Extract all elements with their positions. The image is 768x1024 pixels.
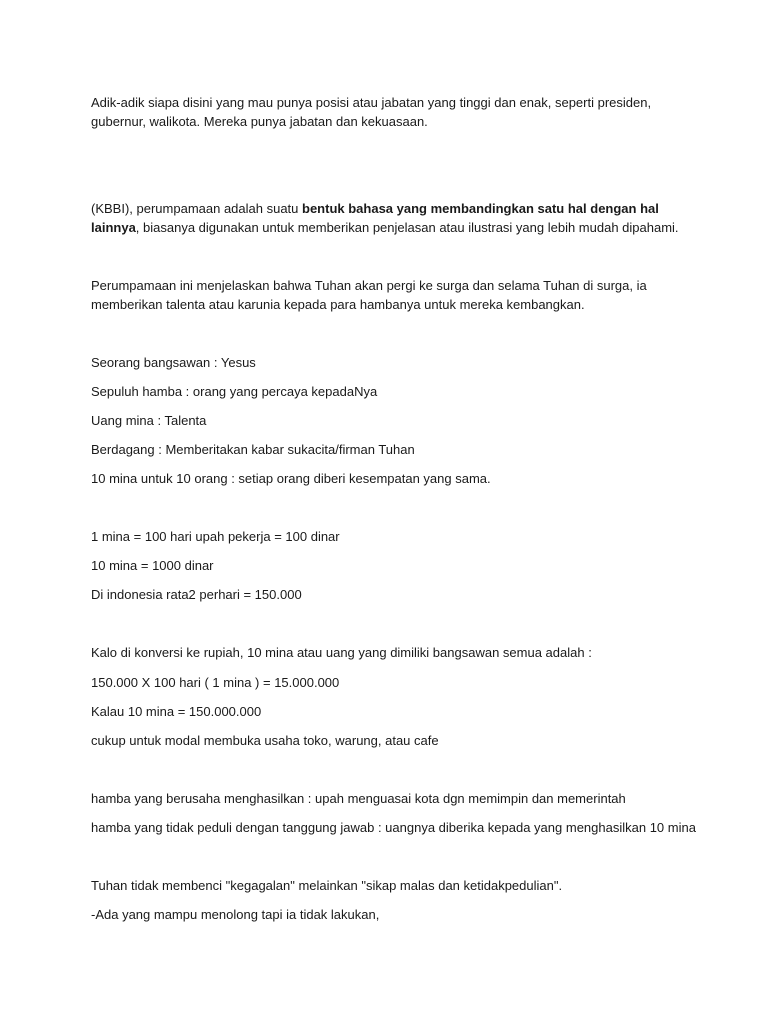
line-hitung-1-mina: 150.000 X 100 hari ( 1 mina ) = 15.000.000 <box>91 675 340 690</box>
line-modal-usaha: cukup untuk modal membuka usaha toko, warung, atau cafe <box>91 733 439 748</box>
paragraph-intro: Adik-adik siapa disini yang mau punya posisi atau jabatan yang tinggi dan enak, seperti presiden, gubernur, walikota. Mereka punya jabatan dan kekuasaan. <box>91 95 652 129</box>
line-mampu-menolong: -Ada yang mampu menolong tapi ia tidak lakukan, <box>91 907 380 922</box>
line-konversi-rupiah: Kalo di konversi ke rupiah, 10 mina atau uang yang dimiliki bangsawan semua adalah : <box>91 645 592 660</box>
line-rata2-perhari: Di indonesia rata2 perhari = 150.000 <box>91 587 302 602</box>
kbbi-bold-definition: bentuk bahasa yang membandingkan satu hal dengan hal lainnya <box>91 201 659 235</box>
line-1-mina: 1 mina = 100 hari upah pekerja = 100 dinar <box>91 529 340 544</box>
line-hamba-menghasilkan: hamba yang berusaha menghasilkan : upah menguasai kota dgn memimpin dan memerintah <box>91 791 626 806</box>
paragraph-kbbi-definition <box>91 199 691 237</box>
line-kalau-10-mina: Kalau 10 mina = 150.000.000 <box>91 704 262 719</box>
kbbi-text-end: , biasanya digunakan untuk memberikan penjelasan atau ilustrasi yang lebih mudah dipahami. <box>135 220 679 235</box>
line-uang-mina: Uang mina : Talenta <box>91 413 207 428</box>
line-10-mina-10-orang: 10 mina untuk 10 orang : setiap orang diberi kesempatan yang sama. <box>91 471 491 486</box>
paragraph-parable-explanation: Perumpamaan ini menjelaskan bahwa Tuhan akan pergi ke surga dan selama Tuhan di surga, ia memberikan talenta atau karunia kepada para hambanya untuk mereka kembangkan. <box>91 278 647 312</box>
line-sepuluh-hamba: Sepuluh hamba : orang yang percaya kepadaNya <box>91 384 378 399</box>
line-hamba-tidak-peduli: hamba yang tidak peduli dengan tanggung jawab : uangnya diberika kepada yang menghasilkan 10 mina <box>91 820 696 835</box>
line-10-mina-dinar: 10 mina = 1000 dinar <box>91 558 214 573</box>
line-berdagang: Berdagang : Memberitakan kabar sukacita/firman Tuhan <box>91 442 415 457</box>
line-bangsawan: Seorang bangsawan : Yesus <box>91 355 256 370</box>
kbbi-text-start: (KBBI), perumpamaan adalah suatu <box>91 201 303 216</box>
line-tuhan-tidak-membenci: Tuhan tidak membenci "kegagalan" melainkan "sikap malas dan ketidakpedulian". <box>91 878 563 893</box>
